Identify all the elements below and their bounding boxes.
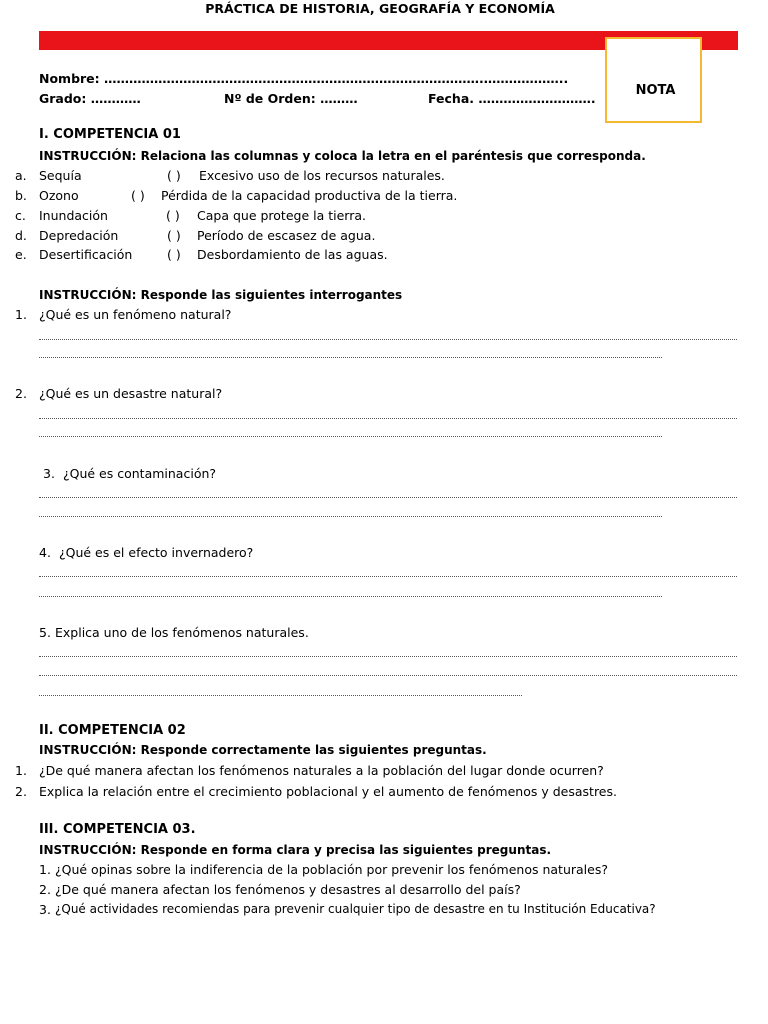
answer-line[interactable] — [39, 695, 522, 696]
answer-line[interactable] — [39, 418, 737, 419]
question-number: 3. — [43, 466, 55, 481]
question-text: ¿Qué actividades recomiendas para prevenir cualquier tipo de desastre en tu Institución Educativa? — [55, 902, 656, 916]
section-1-instruction-2: INSTRUCCIÓN: Responde las siguientes interrogantes — [39, 288, 403, 302]
list-item-letter: d. — [15, 228, 27, 243]
answer-line[interactable] — [39, 576, 737, 577]
grade-field: Grado: ………… — [39, 91, 141, 106]
answer-line[interactable] — [39, 656, 737, 657]
answer-line[interactable] — [39, 596, 662, 597]
answer-parenthesis[interactable]: ( ) — [167, 168, 181, 183]
question-number: 1. — [39, 862, 51, 877]
list-item-letter: a. — [15, 168, 27, 183]
question-text: ¿Qué es el efecto invernadero? — [59, 545, 254, 560]
section-2-title: II. COMPETENCIA 02 — [39, 723, 186, 738]
question-text: ¿Qué opinas sobre la indiferencia de la población por prevenir los fenómenos naturales? — [55, 862, 608, 877]
name-field: Nombre: ……………………………………………………………………………….……………….. — [39, 71, 569, 86]
answer-line[interactable] — [39, 339, 737, 340]
section-1-instruction: INSTRUCCIÓN: Relaciona las columnas y coloca la letra en el paréntesis que corresponda. — [39, 149, 646, 163]
question-number: 1. — [15, 307, 27, 322]
list-item-term: Ozono — [39, 188, 79, 203]
question-number: 4. — [39, 545, 51, 560]
list-item-term: Desertificación — [39, 247, 133, 262]
question-text: ¿Qué es contaminación? — [63, 466, 217, 481]
grade-label: NOTA — [635, 83, 676, 98]
list-item-definition: Período de escasez de agua. — [197, 228, 376, 243]
question-number: 3. — [39, 902, 51, 917]
list-item-definition: Excesivo uso de los recursos naturales. — [199, 168, 445, 183]
order-field: Nº de Orden: ……… — [224, 91, 358, 106]
answer-line[interactable] — [39, 436, 662, 437]
section-2-instruction: INSTRUCCIÓN: Responde correctamente las siguientes preguntas. — [39, 743, 487, 757]
list-item-term: Inundación — [39, 208, 108, 223]
date-field: Fecha. ………………………. — [428, 91, 596, 106]
question-text: ¿Qué es un desastre natural? — [39, 386, 223, 401]
section-1-title: I. COMPETENCIA 01 — [39, 127, 181, 142]
list-item-definition: Desbordamiento de las aguas. — [197, 247, 388, 262]
answer-parenthesis[interactable]: ( ) — [167, 247, 181, 262]
list-item-term: Sequía — [39, 168, 82, 183]
question-text: Explica uno de los fenómenos naturales. — [55, 625, 309, 640]
answer-parenthesis[interactable]: ( ) — [167, 228, 181, 243]
question-text: ¿De qué manera afectan los fenómenos naturales a la población del lugar donde ocurren? — [39, 763, 604, 778]
question-text: ¿Qué es un fenómeno natural? — [39, 307, 232, 322]
question-number: 1. — [15, 763, 27, 778]
answer-line[interactable] — [39, 357, 662, 358]
question-number: 2. — [15, 386, 27, 401]
section-3-title: III. COMPETENCIA 03. — [39, 822, 196, 837]
answer-line[interactable] — [39, 675, 737, 676]
answer-parenthesis[interactable]: ( ) — [166, 208, 180, 223]
question-text: ¿De qué manera afectan los fenómenos y desastres al desarrollo del país? — [55, 882, 521, 897]
grade-box — [605, 37, 702, 123]
list-item-letter: e. — [15, 247, 27, 262]
list-item-definition: Pérdida de la capacidad productiva de la tierra. — [161, 188, 458, 203]
worksheet-title: PRÁCTICA DE HISTORIA, GEOGRAFÍA Y ECONOMÍA — [205, 1, 555, 16]
list-item-letter: c. — [15, 208, 26, 223]
list-item-letter: b. — [15, 188, 27, 203]
question-number: 2. — [15, 784, 27, 799]
answer-line[interactable] — [39, 516, 662, 517]
question-number: 5. — [39, 625, 51, 640]
question-text: Explica la relación entre el crecimiento poblacional y el aumento de fenómenos y desastres. — [39, 784, 617, 799]
answer-parenthesis[interactable]: ( ) — [131, 188, 145, 203]
list-item-term: Depredación — [39, 228, 119, 243]
question-number: 2. — [39, 882, 51, 897]
list-item-definition: Capa que protege la tierra. — [197, 208, 366, 223]
answer-line[interactable] — [39, 497, 737, 498]
section-3-instruction: INSTRUCCIÓN: Responde en forma clara y precisa las siguientes preguntas. — [39, 843, 552, 857]
